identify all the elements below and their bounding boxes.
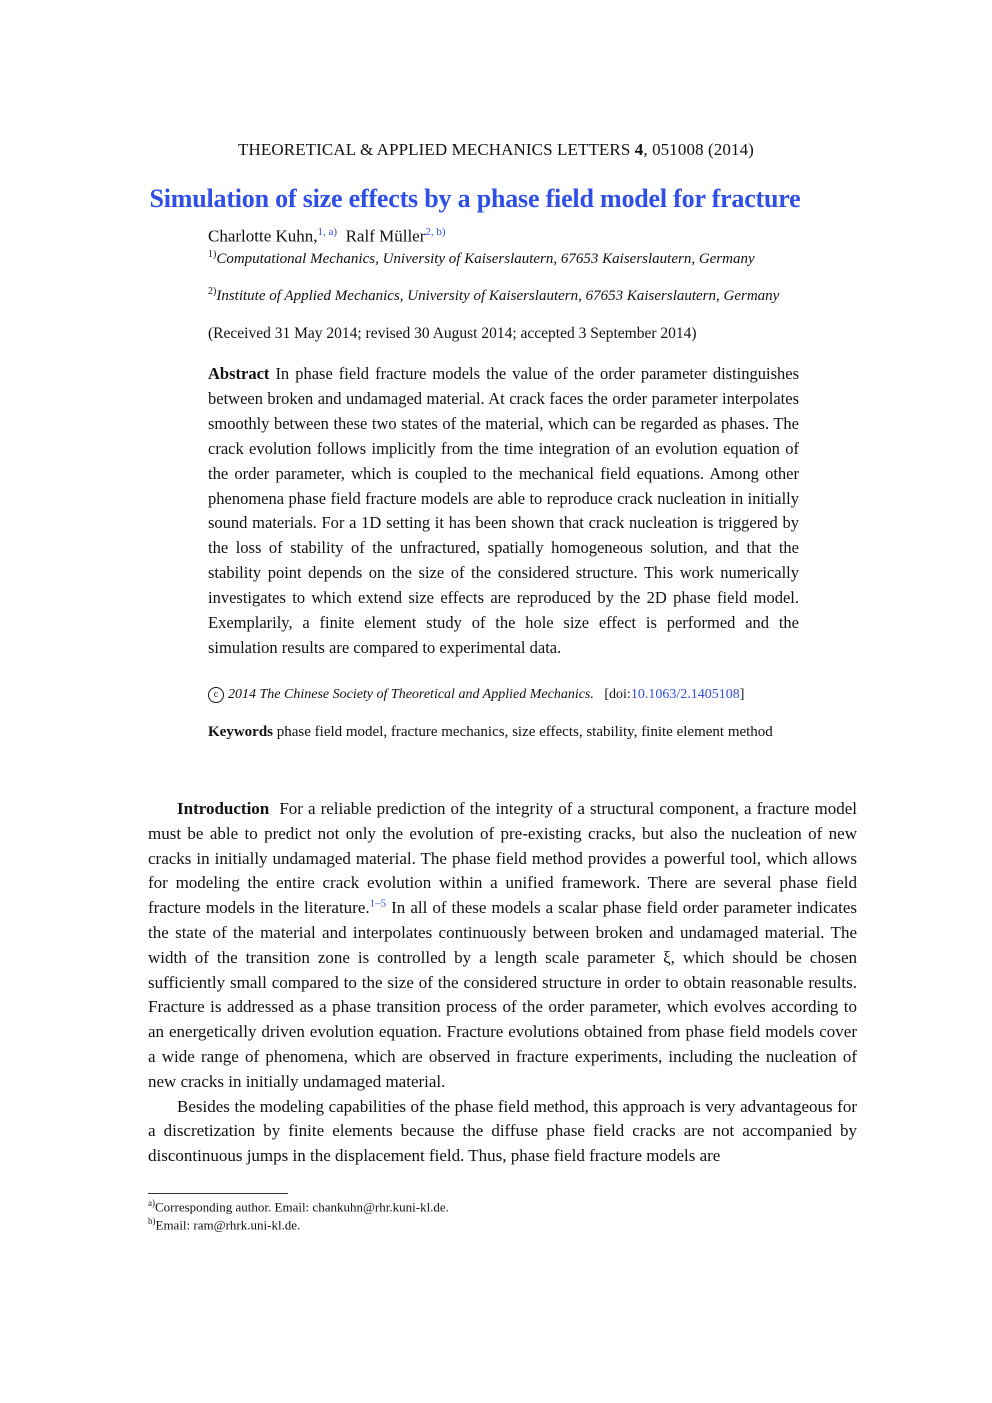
journal-header bbox=[0, 140, 992, 160]
paper-title: Simulation of size effects by a phase field model for fracture bbox=[149, 184, 801, 213]
citation-link[interactable]: 1–5 bbox=[369, 897, 387, 910]
footnote-divider bbox=[148, 1193, 288, 1194]
paragraph-text: In all of these models a scalar phase field order parameter indicates the state of the material and interpolates continuously between broken and undamaged material. The width of the transition zone is controlled by a length scale parameter ξ, which should be chosen sufficiently small compared to the size of the considered structure in order to obtain reasonable results. Fracture is addressed as a phase transition process of the order parameter, which evolves according to an energetically driven evolution equation. Fracture evolutions obtained from phase field models cover a wide range of phenomena, which are observed in fracture experiments, including the nucleation of new cracks in initially undamaged material. bbox=[148, 898, 857, 1091]
doi-suffix: ] bbox=[739, 687, 745, 703]
paragraph-text: For a reliable prediction of the integrity of a structural component, a fracture model must be able to predict not only the evolution of pre-existing cracks, but also the nucleation of new cracks in initially undamaged material. The phase field method provides a powerful tool, which allows for modeling the entire crack evolution within a unified framework. There are several phase field fracture models in the literature. bbox=[148, 799, 857, 918]
footnote-mark: a) bbox=[148, 1198, 155, 1208]
author-name: Charlotte Kuhn, bbox=[208, 226, 318, 246]
abstract-label: Abstract bbox=[208, 364, 270, 383]
abstract bbox=[208, 362, 799, 661]
abstract-text: In phase field fracture models the value of the order parameter distinguishes between broken and undamaged material. At crack faces the order parameter interpolates smoothly between these two states of the material, which can be regarded as phases. The crack evolution follows implicitly from the time integration of an evolution equation of the order parameter, which is coupled to the mechanical field equations. Among other phenomena phase field fracture models are able to reproduce crack nucleation in initially sound materials. For a 1D setting it has been shown that crack nucleation is triggered by the loss of stability of the unfractured, spatially homogeneous solution, and that the stability point depends on the size of the considered structure. This work numerically investigates to which extend size effects are reproduced by the 2D phase field model. Exemplarily, a finite element study of the hole size effect is performed and the simulation results are compared to experimental data. bbox=[208, 364, 799, 657]
journal-name: THEORETICAL & APPLIED MECHANICS LETTERS bbox=[238, 140, 635, 159]
footnote bbox=[148, 1198, 449, 1215]
keywords-label: Keywords bbox=[208, 724, 273, 740]
author-list bbox=[208, 226, 446, 247]
section-heading: Introduction bbox=[177, 799, 270, 818]
footnote-text: Email: ram@rhrk.uni-kl.de. bbox=[155, 1217, 301, 1233]
journal-volume: 4 bbox=[634, 140, 644, 159]
received-dates: (Received 31 May 2014; revised 30 August 2014; accepted 3 September 2014) bbox=[208, 325, 697, 342]
paragraph bbox=[148, 797, 857, 1095]
affiliation bbox=[208, 246, 798, 268]
doi-link[interactable]: 10.1063/2.1405108 bbox=[630, 687, 740, 703]
paragraph: Besides the modeling capabilities of the phase field method, this approach is very advantageous for a discretization by finite elements because the diffuse phase field cracks are not accompanied by discontinuous jumps in the displacement field. Thus, phase field fracture models are bbox=[148, 1096, 857, 1166]
affiliation-text: Institute of Applied Mechanics, University of Kaiserslautern, 67653 Kaiserslautern, Germany bbox=[216, 288, 780, 304]
copyright-text: 2014 The Chinese Society of Theoretical and Applied Mechanics. bbox=[228, 687, 594, 703]
footnote-text: Corresponding author. Email: chankuhn@rhr.kuni-kl.de. bbox=[155, 1199, 449, 1215]
affiliation bbox=[208, 283, 798, 305]
affiliation-number: 2) bbox=[208, 286, 217, 297]
journal-article-number: , 051008 (2014) bbox=[643, 140, 754, 159]
affiliation-number: 1) bbox=[208, 249, 217, 260]
footnote bbox=[148, 1216, 300, 1233]
keywords-text: phase field model, fracture mechanics, size effects, stability, finite element method bbox=[276, 724, 773, 740]
author-affiliation-mark[interactable]: 1, a) bbox=[317, 226, 338, 238]
copyright-icon: c bbox=[208, 687, 224, 703]
doi-prefix: [doi: bbox=[604, 687, 631, 703]
author-name: Ralf Müller bbox=[345, 226, 426, 246]
copyright-line bbox=[208, 687, 808, 703]
affiliation-text: Computational Mechanics, University of Kaiserslautern, 67653 Kaiserslautern, Germany bbox=[216, 251, 755, 267]
introduction-section bbox=[148, 797, 857, 1169]
keywords bbox=[208, 721, 799, 743]
footnote-mark: b) bbox=[148, 1216, 156, 1226]
author-affiliation-mark[interactable]: 2, b) bbox=[425, 226, 446, 238]
